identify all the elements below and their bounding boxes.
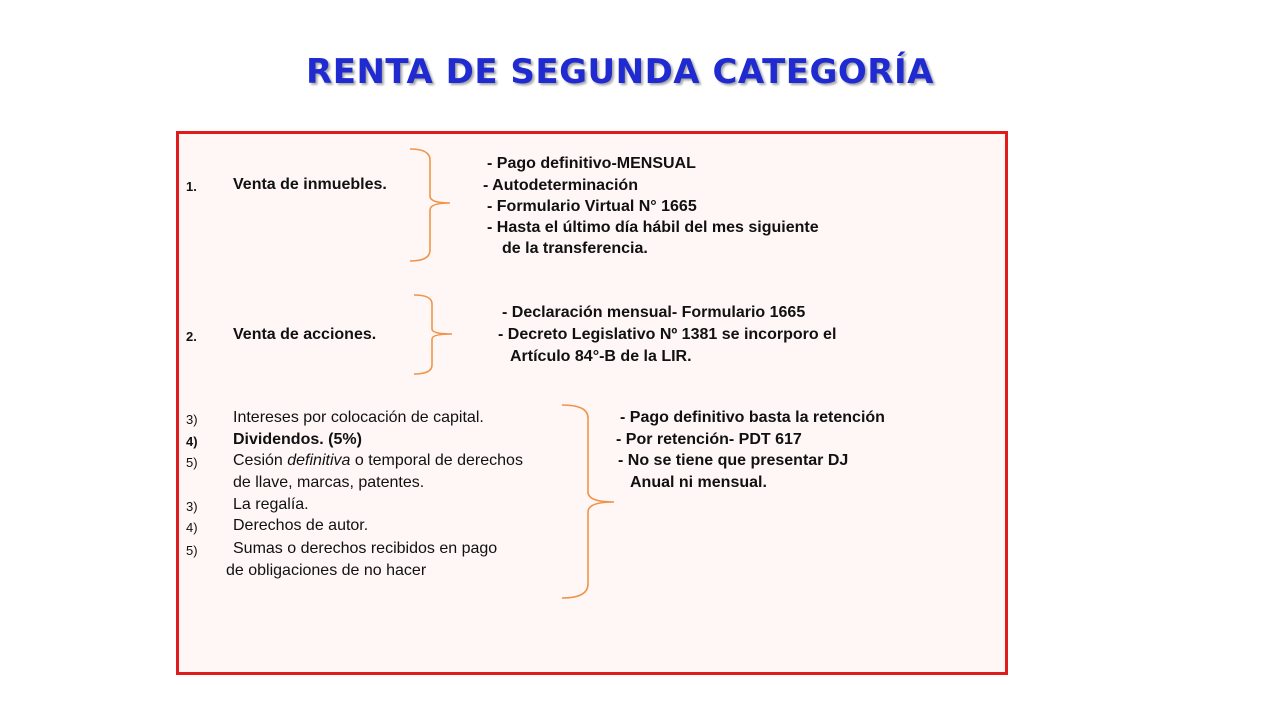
list-item: La regalía.: [233, 496, 309, 513]
item-number: 3): [186, 499, 198, 514]
list-item: Derechos de autor.: [233, 517, 369, 534]
list-item-continuation: de llave, marcas, patentes.: [233, 474, 425, 491]
item-number: 2.: [186, 329, 197, 344]
note-line: - No se tiene que presentar DJ: [618, 452, 849, 469]
text-emphasis: definitiva: [287, 452, 351, 469]
note-line: - Decreto Legislativo Nº 1381 se incorporo el: [498, 326, 837, 343]
list-item: Intereses por colocación de capital.: [233, 409, 484, 426]
text-fragment: o temporal de derechos: [350, 452, 523, 469]
item-number: 3): [186, 412, 198, 427]
note-line: - Autodeterminación: [483, 177, 638, 194]
note-line: de la transferencia.: [502, 240, 648, 257]
item-number: 4): [186, 520, 198, 535]
note-line: Anual ni mensual.: [630, 474, 767, 491]
note-line: - Pago definitivo basta la retención: [620, 409, 885, 426]
page-title: RENTA DE SEGUNDA CATEGORÍA: [306, 52, 934, 92]
brace-right-2: [412, 292, 462, 378]
item-number: 4): [186, 434, 198, 449]
item-label-venta-acciones: Venta de acciones.: [233, 326, 377, 343]
note-line: - Declaración mensual- Formulario 1665: [502, 304, 806, 321]
list-item: Dividendos. (5%): [233, 431, 362, 448]
list-item: [233, 451, 523, 471]
list-item-continuation: de obligaciones de no hacer: [226, 562, 427, 579]
brace-right-3: [560, 402, 620, 602]
list-item: Sumas o derechos recibidos en pago: [233, 540, 498, 557]
note-line: - Pago definitivo-MENSUAL: [487, 155, 696, 172]
text-fragment: Cesión: [233, 452, 288, 469]
note-line: Artículo 84°-B de la LIR.: [510, 348, 692, 365]
note-line: - Por retención- PDT 617: [616, 431, 802, 448]
brace-right-1: [408, 146, 458, 264]
item-number: 5): [186, 455, 198, 470]
item-label-venta-inmuebles: Venta de inmuebles.: [233, 176, 387, 193]
note-line: - Formulario Virtual N° 1665: [487, 198, 697, 215]
note-line: - Hasta el último día hábil del mes siguiente: [487, 219, 819, 236]
item-number: 5): [186, 543, 198, 558]
item-number: 1.: [186, 179, 197, 194]
